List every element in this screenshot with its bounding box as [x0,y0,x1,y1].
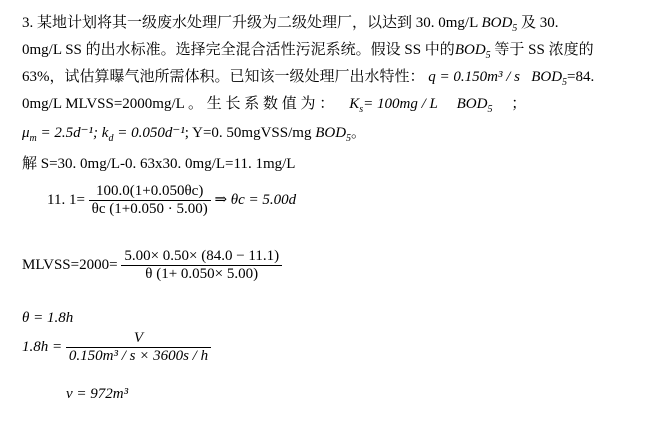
problem-line-3 [22,65,594,86]
ks-term: $K_s$ [349,96,364,115]
problem-text: 0mg/L MLVSS=2000mg/L 。 生 长 系 数 值 为 ： [22,96,335,112]
equation-4 [22,330,211,365]
fraction [89,183,211,218]
problem-text: ； [511,96,527,112]
bod5-term: $BOD_5$ [481,15,518,34]
bod5-term: $BOD_5$ [315,125,352,144]
numerator: V [66,330,211,348]
bod5-term: $BOD_5$ [531,69,568,88]
fraction [66,330,211,365]
problem-line-5 [22,121,366,142]
problem-text: 0mg/L SS 的出水标准。选择完全混合活性污泥系统。假设 SS 中的 [22,42,455,58]
kd-value: = 0.050d⁻¹ [113,125,185,141]
denominator: θc (1+0.050 · 5.00) [91,201,208,217]
equation-3 [22,310,73,327]
flow-rate: q = 0.150m³ / s [428,69,520,85]
ks-value: = 100mg / L [363,96,438,112]
equation-prefix: 1.8h = [22,338,63,355]
denominator: 0.150m³ / s × 3600s / h [68,348,209,364]
solution-line-1: 解 S=30. 0mg/L-0. 63x30. 0mg/L=11. 1mg/L [22,156,296,172]
fraction [121,248,282,283]
equation-result: ⇒ θc = 5.00d [214,191,297,208]
numerator: 100.0(1+0.050θc) [89,183,211,201]
problem-line-1 [22,11,559,32]
equation-prefix: 11. 1= [47,191,85,208]
problem-line-2 [22,38,594,59]
problem-line-4 [22,92,526,113]
problem-text: 等于 SS 浓度的 [494,42,594,58]
problem-text: =84. [567,69,595,85]
bod5-term: $BOD_5$ [454,42,491,61]
problem-text: 。 [351,125,367,141]
numerator: 5.00× 0.50× (84.0 − 11.1) [121,248,282,266]
problem-text: ; Y=0. 50mgVSS/mg [184,125,316,141]
bod5-term: $BOD_5$ [456,96,493,115]
equation-prefix: MLVSS=2000= [22,256,118,273]
equation-5 [66,386,128,403]
equation-text: v = 972m³ [66,386,129,402]
equation-1 [47,183,296,218]
equation-2 [22,248,282,283]
denominator: θ (1+ 0.050× 5.00) [145,266,259,282]
problem-text: 及 30. [521,15,559,31]
equation-text: θ = 1.8h [22,310,74,326]
problem-text: 3. 某地计划将其一级废水处理厂升级为二级处理厂，以达到 30. 0mg/L [22,15,482,31]
problem-text: 63%，试估算曝气池所需体积。已知该一级处理厂出水特性： [22,69,425,85]
kd-sub: d [108,133,114,144]
mu-value: = 2.5d⁻¹; k [36,125,109,141]
mu-term: $\mu_m$ [22,125,37,144]
